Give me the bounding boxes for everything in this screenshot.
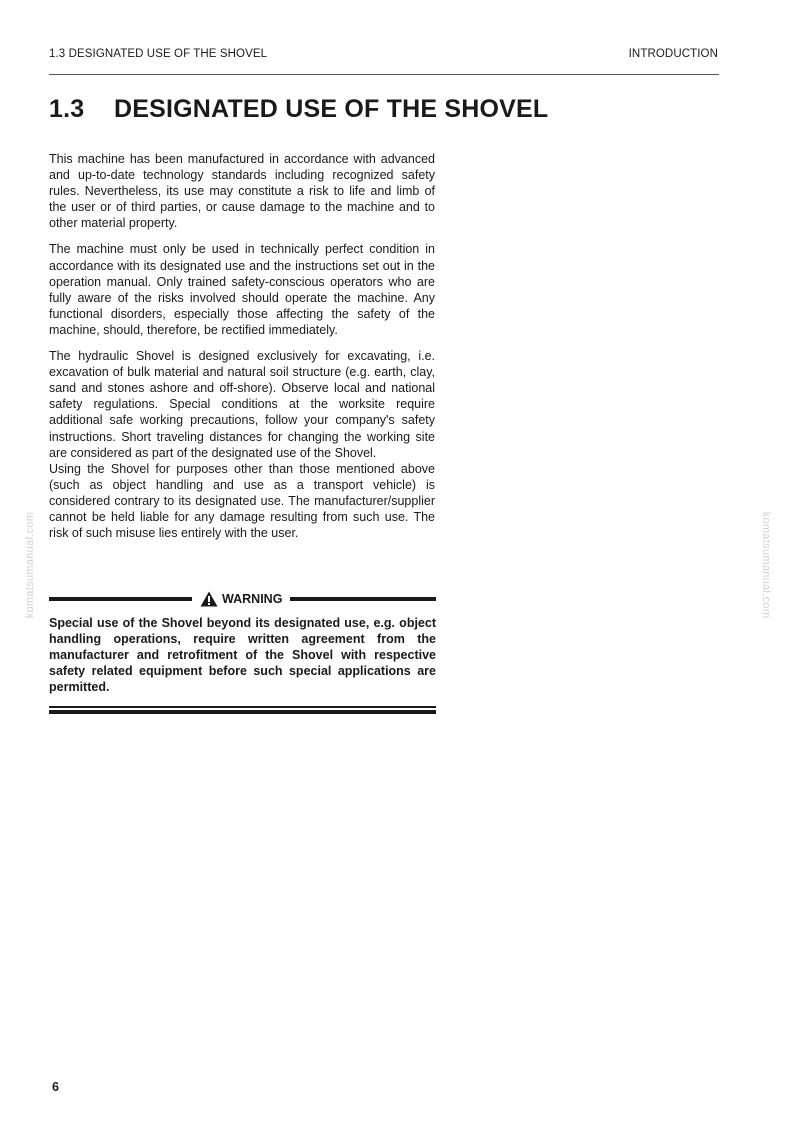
warning-bar-right	[290, 597, 436, 601]
warning-text: Special use of the Shovel beyond its designated use, e.g. object handling operations, require written agreement from the manufacturer and retrofitment of the Shovel with respective safety related equipment before such special applications are permitted.	[49, 616, 436, 695]
warning-label	[200, 591, 282, 607]
paragraph: The hydraulic Shovel is designed exclusively for excavating, i.e. excavation of bulk material and natural soil structure (e.g. earth, clay, sand and stones ashore and off-shore). Observe local and national safety regulations. Special conditions at the worksite require additional safe working precautions, follow your company's safety instructions. Short traveling distances for changing the working site are considered as part of the designated use of the Shovel.	[49, 349, 435, 460]
header-section-title: 1.3 DESIGNATED USE OF THE SHOVEL	[49, 48, 268, 60]
header-divider	[49, 74, 719, 75]
paragraph: This machine has been manufactured in accordance with advanced and up-to-date technology standards including recognized safety rules. Nevertheless, its use may constitute a risk to life and limb of the user or of third parties, or cause damage to the machine and to other material property.	[49, 152, 435, 231]
page-number: 6	[52, 1080, 59, 1094]
watermark-left: komatsumanual.com	[24, 511, 36, 619]
section-number: 1.3	[49, 95, 85, 123]
paragraph: The machine must only be used in technically perfect condition in accordance with its designated use and the instructions set out in the operation manual. Only trained safety-conscious operators who are fully aware of the risks involved should operate the machine. Any functional disorders, especially those affecting the safety of the machine, should, therefore, be rectified immediately.	[49, 242, 435, 337]
warning-footer	[49, 706, 436, 714]
warning-triangle-icon	[200, 591, 218, 607]
warning-header	[49, 591, 436, 607]
warning-footer-thin-rule	[49, 706, 436, 708]
warning-bar-left	[49, 597, 192, 601]
warning-label-text: WARNING	[222, 592, 283, 606]
warning-box	[49, 591, 436, 714]
warning-footer-thick-rule	[49, 710, 436, 714]
header-chapter-title: INTRODUCTION	[628, 48, 718, 60]
paragraph: Using the Shovel for purposes other than those mentioned above (such as object handling and use as a transport vehicle) is considered contrary to its designated use. The manufacturer/supplier cannot be held liable for any damage resulting from such use. The risk of such misuse lies entirely with the user.	[49, 461, 435, 541]
section-title: DESIGNATED USE OF THE SHOVEL	[114, 95, 549, 123]
body-text	[49, 151, 435, 551]
section-heading	[49, 95, 548, 124]
watermark-right: komatsumanual.com	[760, 511, 772, 619]
